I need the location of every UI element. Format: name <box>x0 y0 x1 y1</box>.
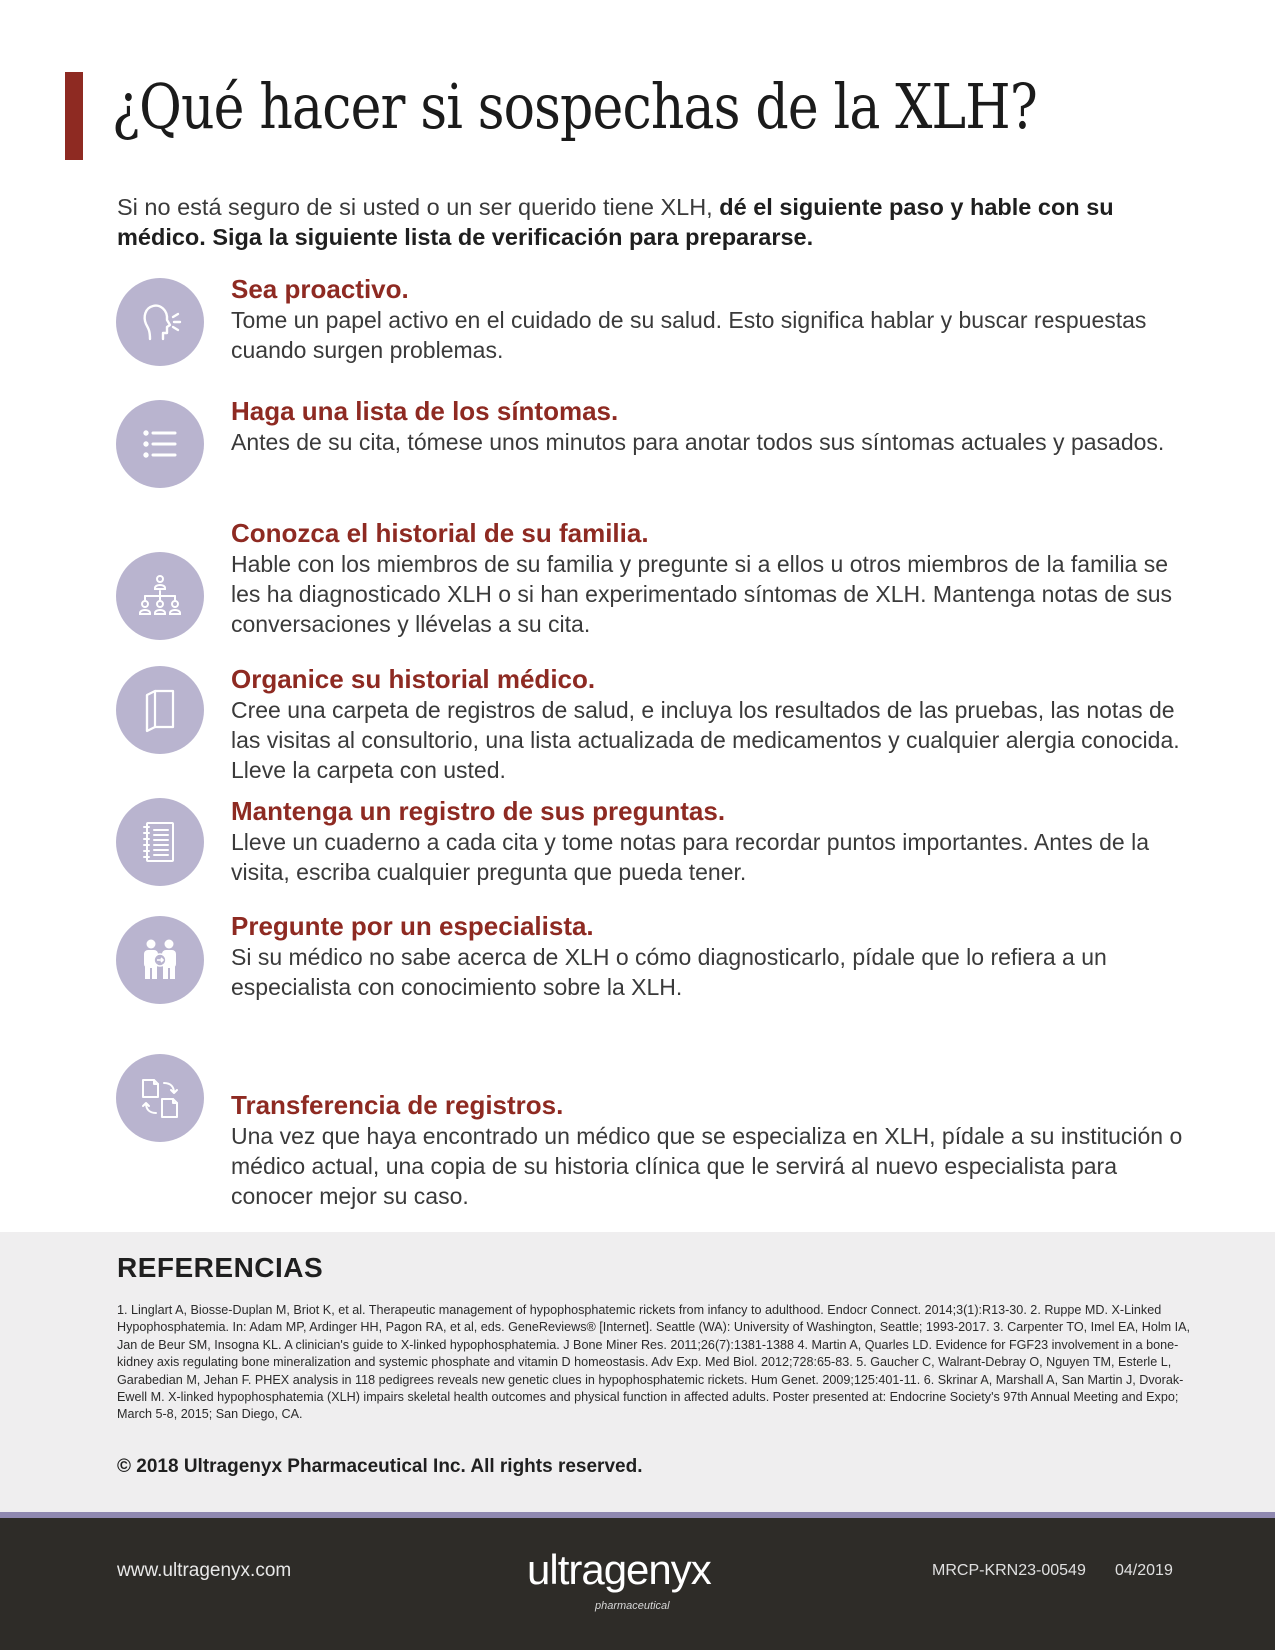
document-code: MRCP-KRN23-00549 <box>932 1562 1086 1579</box>
step-title: Pregunte por un especialista. <box>231 911 594 941</box>
notebook-icon <box>116 798 204 886</box>
document-date: 04/2019 <box>1115 1562 1173 1579</box>
step-title: Conozca el historial de su familia. <box>231 518 649 548</box>
step-title: Haga una lista de los síntomas. <box>231 396 619 426</box>
step-text: Tome un papel activo en el cuidado de su salud. Esto significa hablar y buscar respuestas cuando surgen problemas. <box>231 307 1147 363</box>
intro-normal: Si no está seguro de si usted o un ser querido tiene XLH, <box>117 194 720 220</box>
folder-icon <box>116 666 204 754</box>
step-title: Transferencia de registros. <box>231 1090 564 1120</box>
intro-text <box>117 192 1197 252</box>
step-text: Cree una carpeta de registros de salud, e incluya los resultados de las pruebas, las notas de las visitas al consultorio, una lista actualizada de medicamentos y cualquier alergia conocida. Lleve la carpeta con usted. <box>231 697 1180 783</box>
logo-subtitle: pharmaceutical <box>595 1600 670 1612</box>
references-text: 1. Linglart A, Biosse-Duplan M, Briot K, et al. Therapeutic management of hypophosphatemic rickets from infancy to adulthood. Endocr Connect. 2014;3(1):R13-30. 2. Ruppe MD. X-Linked Hypophosphatemia. In: Adam MP, Ardinger HH, Pagon RA, et al, eds. GeneReviews® [Internet]. Seattle (WA): University of Washington, Seattle; 1993-2017. 3. Carpenter TO, Imel EA, Holm IA, Jan de Beur SM, Insogna KL. A clinician's guide to X-linked hypophosphatemia. J Bone Miner Res. 2011;26(7):1381-1388 4. Martin A, Quarles LD. Evidence for FGF23 involvement in a bone-kidney axis regulating bone mineralization and systemic phosphate and vitamin D homeostasis. Adv Exp. Med Biol. 2012;728:65-83. 5. Gaucher C, Walrant-Debray O, Nguyen TM, Esterle L, Garabedian M, Jehan F. PHEX analysis in 118 pedigrees reveals new genetic clues in hypophosphatemic rickets. Hum Genet. 2009;125:401-11. 6. Skrinar A, Marshall A, San Martin J, Dvorak-Ewell M. X-linked hypophosphatemia (XLH) impairs skeletal health outcomes and physical function in affected adults. Poster presented at: Endocrine Society's 97th Annual Meeting and Expo; March 5-8, 2015; San Diego, CA. <box>117 1303 1191 1422</box>
step-title: Organice su historial médico. <box>231 664 596 694</box>
family-tree-icon <box>116 552 204 640</box>
title-accent-bar <box>65 72 83 160</box>
step-text: Lleve un cuaderno a cada cita y tome notas para recordar puntos importantes. Antes de la visita, escriba cualquier pregunta que pueda tener. <box>231 829 1150 885</box>
copyright: © 2018 Ultragenyx Pharmaceutical Inc. All rights reserved. <box>117 1456 643 1477</box>
step-text: Antes de su cita, tómese unos minutos para anotar todos sus síntomas actuales y pasados. <box>231 429 1165 455</box>
footer <box>0 1518 1275 1650</box>
ultragenyx-logo <box>527 1538 747 1618</box>
step-text: Hable con los miembros de su familia y pregunte si a ellos u otros miembros de la familia se les ha diagnosticado XLH o si han experimentado síntomas de XLH. Mantenga notas de sus conversaciones y llévelas a su cita. <box>231 551 1173 637</box>
face-speaking-icon <box>116 278 204 366</box>
intro-bold: dé el siguiente paso y hable con su médico. Siga la siguiente lista de verificación para prepararse. <box>117 194 1114 250</box>
logo-wordmark: ultragenyx <box>527 1546 711 1593</box>
step-title: Mantenga un registro de sus preguntas. <box>231 796 726 826</box>
step-text: Una vez que haya encontrado un médico que se especializa en XLH, pídale a su institución o médico actual, una copia de su historia clínica que le servirá al nuevo especialista para conocer mejor su caso. <box>231 1123 1183 1209</box>
step-title: Sea proactivo. <box>231 274 409 304</box>
references-section <box>0 1232 1275 1512</box>
step-text: Si su médico no sabe acerca de XLH o cómo diagnosticarlo, pídale que lo refiera a un especialista con conocimiento sobre la XLH. <box>231 944 1107 1000</box>
references-heading: REFERENCIAS <box>117 1252 324 1283</box>
website-link[interactable]: www.ultragenyx.com <box>117 1560 292 1581</box>
page-title: ¿Qué hacer si sospechas de la XLH? <box>112 70 1037 143</box>
document-transfer-icon <box>116 1054 204 1142</box>
referral-people-icon <box>116 916 204 1004</box>
list-icon <box>116 400 204 488</box>
